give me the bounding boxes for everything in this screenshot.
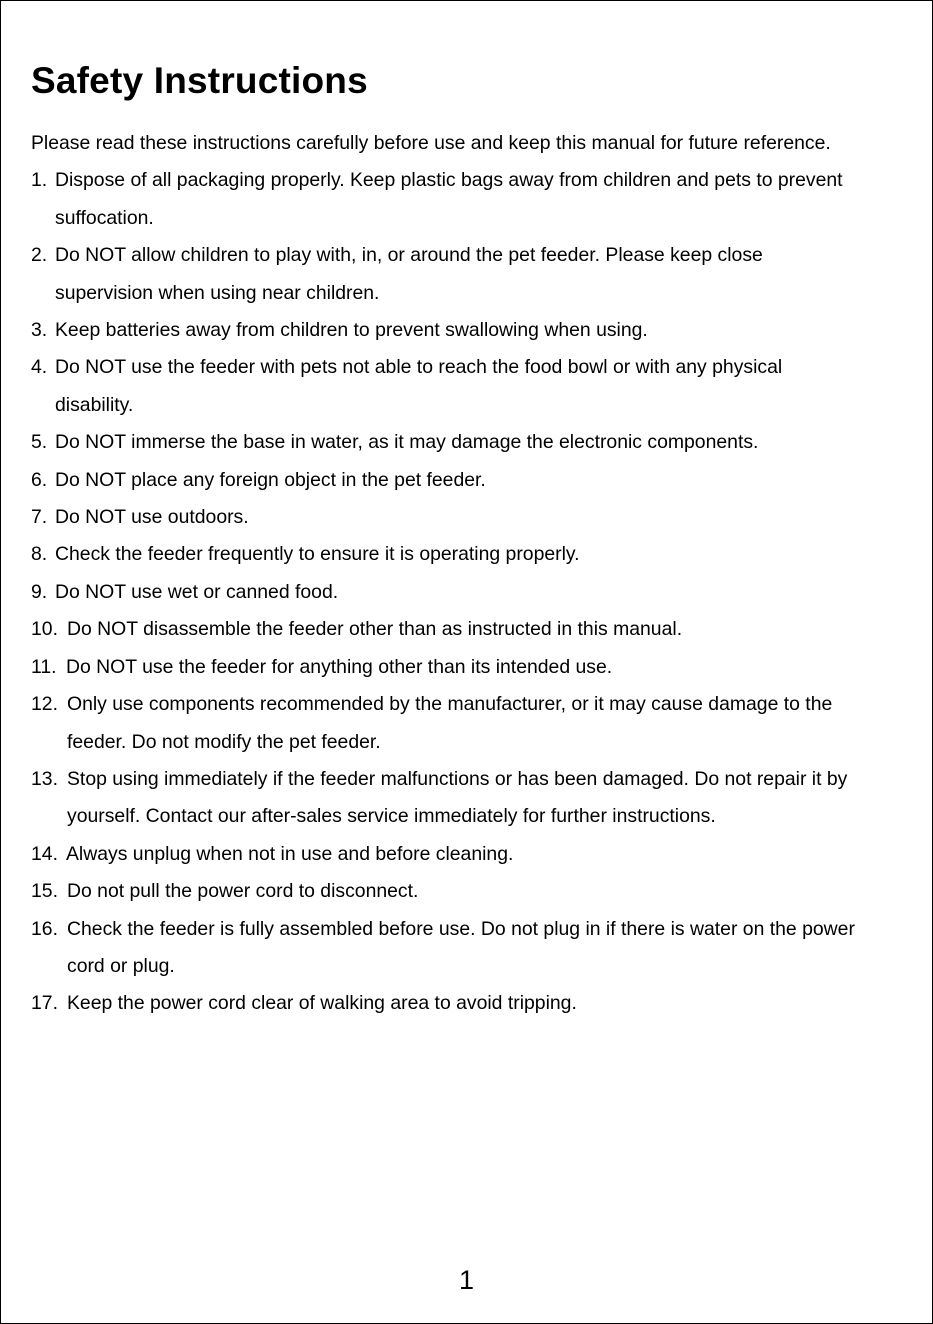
item-text: Always unplug when not in use and before cleaning. [66, 842, 514, 865]
item-number: 11. [31, 655, 57, 678]
list-item [31, 162, 911, 237]
item-text: Do NOT use the feeder with pets not able to reach the food bowl or with any physical disability. [55, 356, 783, 416]
page-number: 1 [458, 1265, 475, 1295]
item-text: Do NOT use the feeder for anything other than its intended use. [66, 655, 613, 678]
item-text: Do NOT use wet or canned food. [55, 580, 339, 603]
item-text: Check the feeder frequently to ensure it is operating properly. [55, 543, 580, 566]
list-item [31, 499, 911, 536]
item-text: Do NOT disassemble the feeder other than as instructed in this manual. [67, 618, 683, 641]
item-text: Do NOT place any foreign object in the pet feeder. [55, 468, 486, 491]
item-text: Do not pull the power cord to disconnect. [67, 880, 419, 903]
item-number: 3. [31, 319, 48, 342]
list-item [31, 349, 911, 424]
item-text: Dispose of all packaging properly. Keep plastic bags away from children and pets to prevent suffocation. [55, 169, 843, 229]
item-number: 2. [31, 244, 48, 267]
item-number: 6. [31, 468, 48, 491]
item-number: 15. [31, 880, 58, 903]
list-item [31, 911, 911, 986]
list-item [31, 761, 911, 836]
item-text: Check the feeder is fully assembled before use. Do not plug in if there is water on the power cord or plug. [67, 917, 855, 977]
item-number: 8. [31, 543, 48, 566]
item-number: 12. [31, 693, 58, 716]
list-item [31, 611, 911, 648]
item-number: 10. [31, 618, 58, 641]
item-text: Do NOT immerse the base in water, as it may damage the electronic components. [55, 431, 759, 454]
list-item [31, 536, 911, 573]
intro-paragraph: Please read these instructions carefully before use and keep this manual for future reference. [31, 132, 831, 154]
item-number: 9. [31, 580, 48, 603]
item-text: Do NOT use outdoors. [55, 506, 249, 529]
list-item [31, 649, 911, 686]
item-number: 5. [31, 431, 48, 454]
page-title: Safety Instructions [31, 60, 368, 101]
item-number: 17. [31, 992, 58, 1015]
list-item [31, 873, 911, 910]
list-item [31, 237, 911, 312]
list-item [31, 312, 911, 349]
item-number: 1. [31, 169, 48, 192]
item-number: 14. [31, 842, 58, 865]
item-number: 4. [31, 356, 48, 379]
item-text: Stop using immediately if the feeder malfunctions or has been damaged. Do not repair it by yourself. Contact our after-sales service immediately for further instructions. [67, 767, 848, 828]
item-number: 7. [31, 506, 48, 529]
instructions-body [31, 125, 911, 1023]
item-text: Keep batteries away from children to prevent swallowing when using. [55, 319, 648, 342]
list-item [31, 574, 911, 611]
item-text: Do NOT allow children to play with, in, or around the pet feeder. Please keep close supervision when using near children. [55, 244, 763, 304]
item-number: 13. [31, 767, 58, 790]
list-item [31, 686, 911, 761]
item-text: Keep the power cord clear of walking area to avoid tripping. [67, 992, 577, 1015]
list-item [31, 424, 911, 461]
item-number: 16. [31, 917, 58, 940]
item-text: Only use components recommended by the manufacturer, or it may cause damage to the feeder. Do not modify the pet feeder. [67, 693, 833, 753]
list-item [31, 836, 911, 873]
safety-list [31, 162, 911, 1022]
list-item [31, 462, 911, 499]
list-item [31, 985, 911, 1022]
